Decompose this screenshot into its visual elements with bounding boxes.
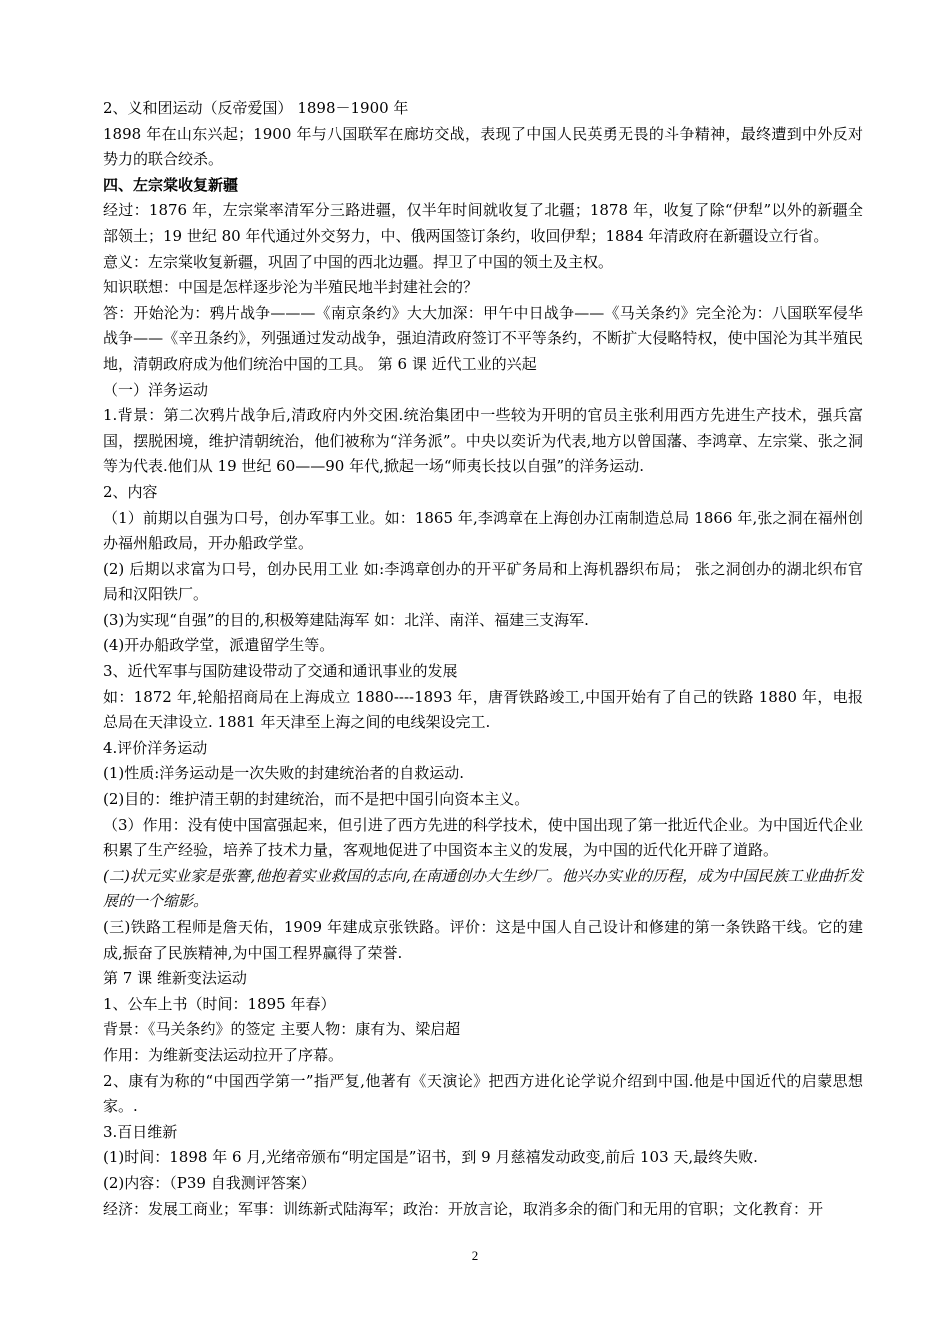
paragraph: 如：1872 年,轮船招商局在上海成立 1880----1893 年，唐胥铁路竣工,中国开始有了自己的铁路 1880 年，电报总局在天津设立. 1881 年天津至上海之间的电线架设完工. (103, 687, 863, 732)
paragraph: (2)目的：维护清王朝的封建统治，而不是把中国引向资本主义。 (103, 790, 530, 809)
paragraph: 1898 年在山东兴起；1900 年与八国联军在廊坊交战，表现了中国人民英勇无畏的斗争精神，最终遭到中外反对势力的联合绞杀。 (103, 124, 863, 169)
paragraph: (1)时间：1898 年 6 月,光绪帝颁布“明定国是”诏书，到 9 月慈禧发动政变,前后 103 天,最终失败. (103, 1148, 758, 1167)
paragraph: 知识联想：中国是怎样逐步沦为半殖民地半封建社会的？ (103, 278, 479, 297)
paragraph: (4)开办船政学堂，派遣留学生等。 (103, 636, 335, 655)
paragraph: (1)性质:洋务运动是一次失败的封建统治者的自救运动. (103, 764, 465, 783)
paragraph: (三)铁路工程师是詹天佑，1909 年建成京张铁路。评价：这是中国人自己设计和修建的第一条铁路干线。它的建成,振奋了民族精神,为中国工程界赢得了荣誉. (103, 918, 863, 962)
paragraph: 经济：发展工商业；军事：训练新式陆海军；政治：开放言论，取消多余的衙门和无用的官职；文化教育：开 (103, 1199, 824, 1218)
paragraph: 经过：1876 年，左宗棠率清军分三路进疆，仅半年时间就收复了北疆；1878 年，收复了除“伊犁”以外的新疆全部领土；19 世纪 80 年代通过外交努力，中、俄两国签订条约，收回伊犁；1884 年清政府在新疆设立行省。 (103, 201, 863, 245)
paragraph: （一）洋务运动 (103, 380, 209, 399)
paragraph: (3)为实现“自强”的目的,积极筹建陆海军 如：北洋、南洋、福建三支海军. (103, 610, 589, 629)
paragraph: （1）前期以自强为口号，创办军事工业。如：1865 年,李鸿章在上海创办江南制造总局 1866 年,张之洞在福州创办福州船政局，开办船政学堂。 (103, 508, 863, 553)
paragraph: 2、义和团运动（反帝爱国） 1898－1900 年 (103, 99, 409, 117)
paragraph: (2) 后期以求富为口号，创办民用工业 如:李鸿章创办的开平矿务局和上海机器织布局； 张之洞创办的湖北织布官局和汉阳铁厂。 (103, 559, 863, 604)
paragraph: (二)状元实业家是张謇,他抱着实业救国的志向,在南通创办大生纱厂。他兴办实业的历程，成为中国民族工业曲折发展的一个缩影。 (103, 866, 863, 911)
paragraph: 1.背景：第二次鸦片战争后,清政府内外交困.统治集团中一些较为开明的官员主张利用西方先进生产技术，强兵富国，摆脱困境，维护清朝统治，他们被称为“洋务派”。中央以奕䜣为代表,地方以曾国藩、李鸿章、左宗棠、张之洞等为代表.他们从 19 世纪 60——90 年代,掀起一场“师夷长技以自强”的洋务运动. (103, 406, 863, 476)
paragraph: 背景：《马关条约》的签定 主要人物：康有为、梁启超 (103, 1020, 461, 1039)
paragraph: （3）作用：没有使中国富强起来，但引进了西方先进的科学技术，使中国出现了第一批近代企业。为中国近代企业积累了生产经验，培养了技术力量，客观地促进了中国资本主义的发展，为中国的近代化开辟了道路。 (103, 815, 863, 860)
paragraph: 作用：为维新变法运动拉开了序幕。 (103, 1045, 344, 1064)
document-body (103, 96, 863, 1222)
paragraph: 2、内容 (103, 482, 158, 501)
page-number: 2 (471, 1248, 479, 1263)
paragraph: 3.百日维新 (103, 1122, 178, 1141)
paragraph: 第 7 课 维新变法运动 (103, 969, 247, 988)
paragraph: 答：开始沦为：鸦片战争———《南京条约》大大加深：甲午中日战争——《马关条约》完全沦为：八国联军侵华战争——《辛丑条约》，列强通过发动战争，强迫清政府签订不平等条约，不断扩大侵略特权，使中国沦为其半殖民地，清朝政府成为他们统治中国的工具。 第 6 课 近代工业的兴起 (103, 303, 863, 373)
paragraph: 2、康有为称的“中国西学第一”指严复,他著有《天演论》把西方进化论学说介绍到中国.他是中国近代的启蒙思想家。. (103, 1071, 863, 1116)
paragraph: 4.评价洋务运动 (103, 738, 208, 757)
paragraph: (2)内容：（P39 自我测评答案） (103, 1173, 316, 1192)
paragraph: 意义：左宗棠收复新疆，巩固了中国的西北边疆。捍卫了中国的领土及主权。 (103, 252, 614, 271)
paragraph: 3、近代军事与国防建设带动了交通和通讯事业的发展 (103, 662, 458, 681)
section-heading: 四、左宗棠收复新疆 (103, 175, 239, 194)
paragraph: 1、公车上书（时间：1895 年春） (103, 994, 336, 1013)
